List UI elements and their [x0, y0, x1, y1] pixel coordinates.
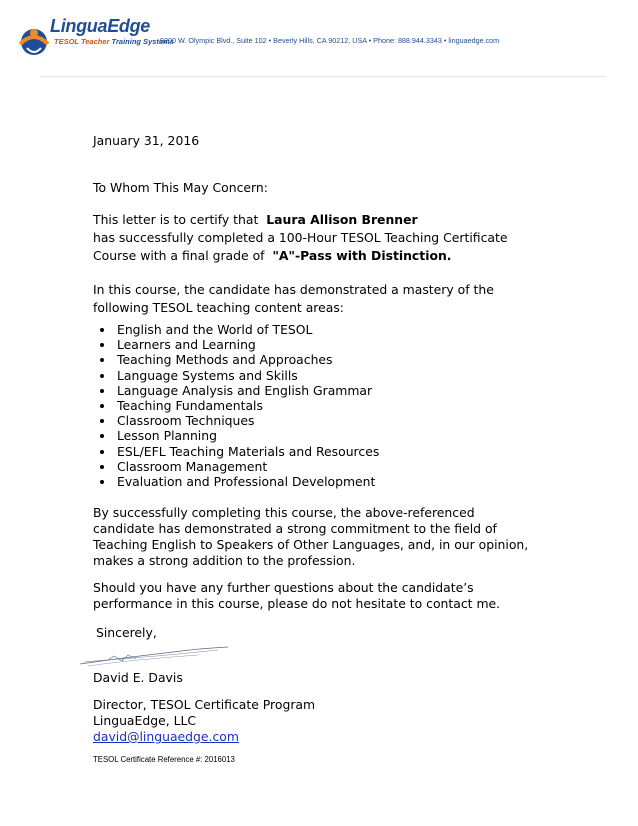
- reference-label: TESOL Certificate Reference #:: [93, 755, 203, 764]
- logo-wordmark: LinguaEdge: [50, 16, 150, 36]
- certificate-reference: [93, 755, 235, 764]
- commitment-line-4: makes a strong addition to the profession.: [93, 553, 356, 568]
- list-item: ESL/EFL Teaching Materials and Resources: [93, 444, 379, 459]
- list-item: Classroom Techniques: [93, 413, 379, 428]
- final-grade: "A"-Pass with Distinction.: [272, 248, 452, 263]
- signer-title: Director, TESOL Certificate Program: [93, 697, 316, 712]
- candidate-name: Laura Allison Brenner: [266, 212, 418, 227]
- letter-date: January 31, 2016: [93, 133, 200, 148]
- commitment-line-3: Teaching English to Speakers of Other Languages, and, in our opinion,: [93, 537, 529, 552]
- linguaedge-logo: [14, 16, 174, 66]
- list-item: Language Systems and Skills: [93, 368, 379, 383]
- closing: Sincerely,: [96, 625, 157, 640]
- list-item: English and the World of TESOL: [93, 322, 379, 337]
- content-areas-list: [93, 322, 379, 489]
- grade-line: [93, 248, 452, 264]
- logo-tagline-blue: Training Systems: [111, 37, 174, 46]
- list-item: Lesson Planning: [93, 428, 379, 443]
- mastery-line-2: following TESOL teaching content areas:: [93, 300, 344, 315]
- salutation: To Whom This May Concern:: [93, 180, 268, 195]
- grade-intro: Course with a final grade of: [93, 248, 265, 263]
- mastery-line-1: In this course, the candidate has demonstrated a mastery of the: [93, 282, 494, 297]
- signer-email-link[interactable]: david@linguaedge.com: [93, 729, 239, 744]
- commitment-line-1: By successfully completing this course, the above-referenced: [93, 505, 475, 520]
- signer-org: LinguaEdge, LLC: [93, 713, 197, 728]
- signer-name: David E. Davis: [93, 670, 183, 685]
- list-item: Evaluation and Professional Development: [93, 474, 379, 489]
- list-item: Teaching Methods and Approaches: [93, 352, 379, 367]
- logo-tagline-orange: TESOL Teacher: [54, 37, 110, 46]
- commitment-line-2: candidate has demonstrated a strong commitment to the field of: [93, 521, 497, 536]
- certify-line: [93, 212, 418, 228]
- signature-image: [78, 642, 238, 670]
- completed-line: has successfully completed a 100-Hour TESOL Teaching Certificate: [93, 230, 508, 245]
- list-item: Language Analysis and English Grammar: [93, 383, 379, 398]
- globe-person-icon: [14, 22, 54, 62]
- list-item: Learners and Learning: [93, 337, 379, 352]
- list-item: Teaching Fundamentals: [93, 398, 379, 413]
- certify-intro: This letter is to certify that: [93, 212, 259, 227]
- reference-number: 2016013: [204, 755, 235, 764]
- letterhead: [0, 0, 638, 80]
- questions-line-1: Should you have any further questions about the candidate’s: [93, 580, 474, 595]
- logo-tagline: [54, 37, 174, 46]
- letterhead-address: 9200 W. Olympic Blvd., Suite 102 • Beverly Hills, CA 90212, USA • Phone: 888.944.3343 • linguaedge.com: [160, 36, 500, 45]
- header-divider: [40, 76, 606, 77]
- questions-line-2: performance in this course, please do not hesitate to contact me.: [93, 596, 501, 611]
- list-item: Classroom Management: [93, 459, 379, 474]
